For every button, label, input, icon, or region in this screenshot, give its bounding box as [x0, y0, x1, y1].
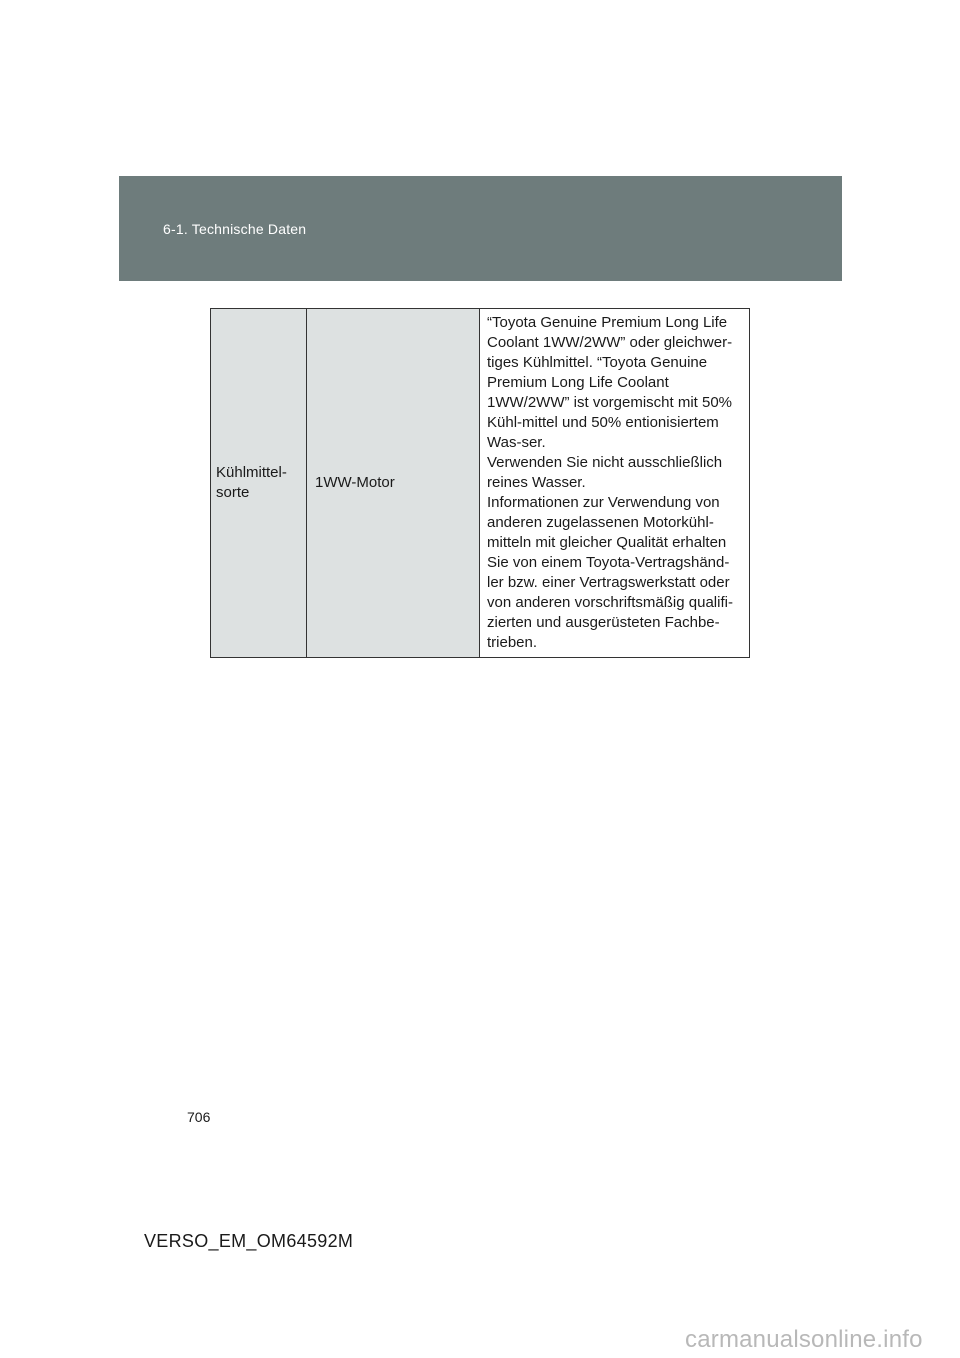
description-cell	[480, 309, 750, 658]
coolant-type-label: Kühlmittel- sorte	[216, 464, 287, 501]
page-number: 706	[187, 1109, 211, 1125]
watermark-text: carmanualsonline.info	[685, 1326, 923, 1353]
coolant-type-label-cell	[211, 309, 307, 658]
table-row	[211, 309, 750, 658]
description-paragraph-2: Verwenden Sie nicht ausschließlich reines Wasser.	[487, 454, 723, 491]
engine-label: 1WW-Motor	[315, 474, 395, 491]
document-code: VERSO_EM_OM64592M	[144, 1231, 354, 1251]
engine-cell	[307, 309, 480, 658]
section-header-band	[119, 176, 842, 281]
description-paragraph-1: “Toyota Genuine Premium Long Life Coolant 1WW/2WW” oder gleichwer-tiges Kühlmittel. “Toyota Genuine Premium Long Life Coolant 1WW/2WW” ist vorgemischt mit 50% Kühl-mittel und 50% entionisiertem Was-ser.	[487, 314, 733, 451]
description-paragraph-3: Informationen zur Verwendung von anderen zugelassenen Motorkühl-mitteln mit gleicher Qualität erhalten Sie von einem Toyota-Vertragshänd-ler bzw. einer Vertragswerkstatt oder von anderen vorschriftsmäßig qualifi-zierten und ausgerüsteten Fachbe-trieben.	[487, 494, 733, 651]
coolant-spec-table	[210, 308, 750, 658]
section-title: 6-1. Technische Daten	[163, 221, 307, 237]
